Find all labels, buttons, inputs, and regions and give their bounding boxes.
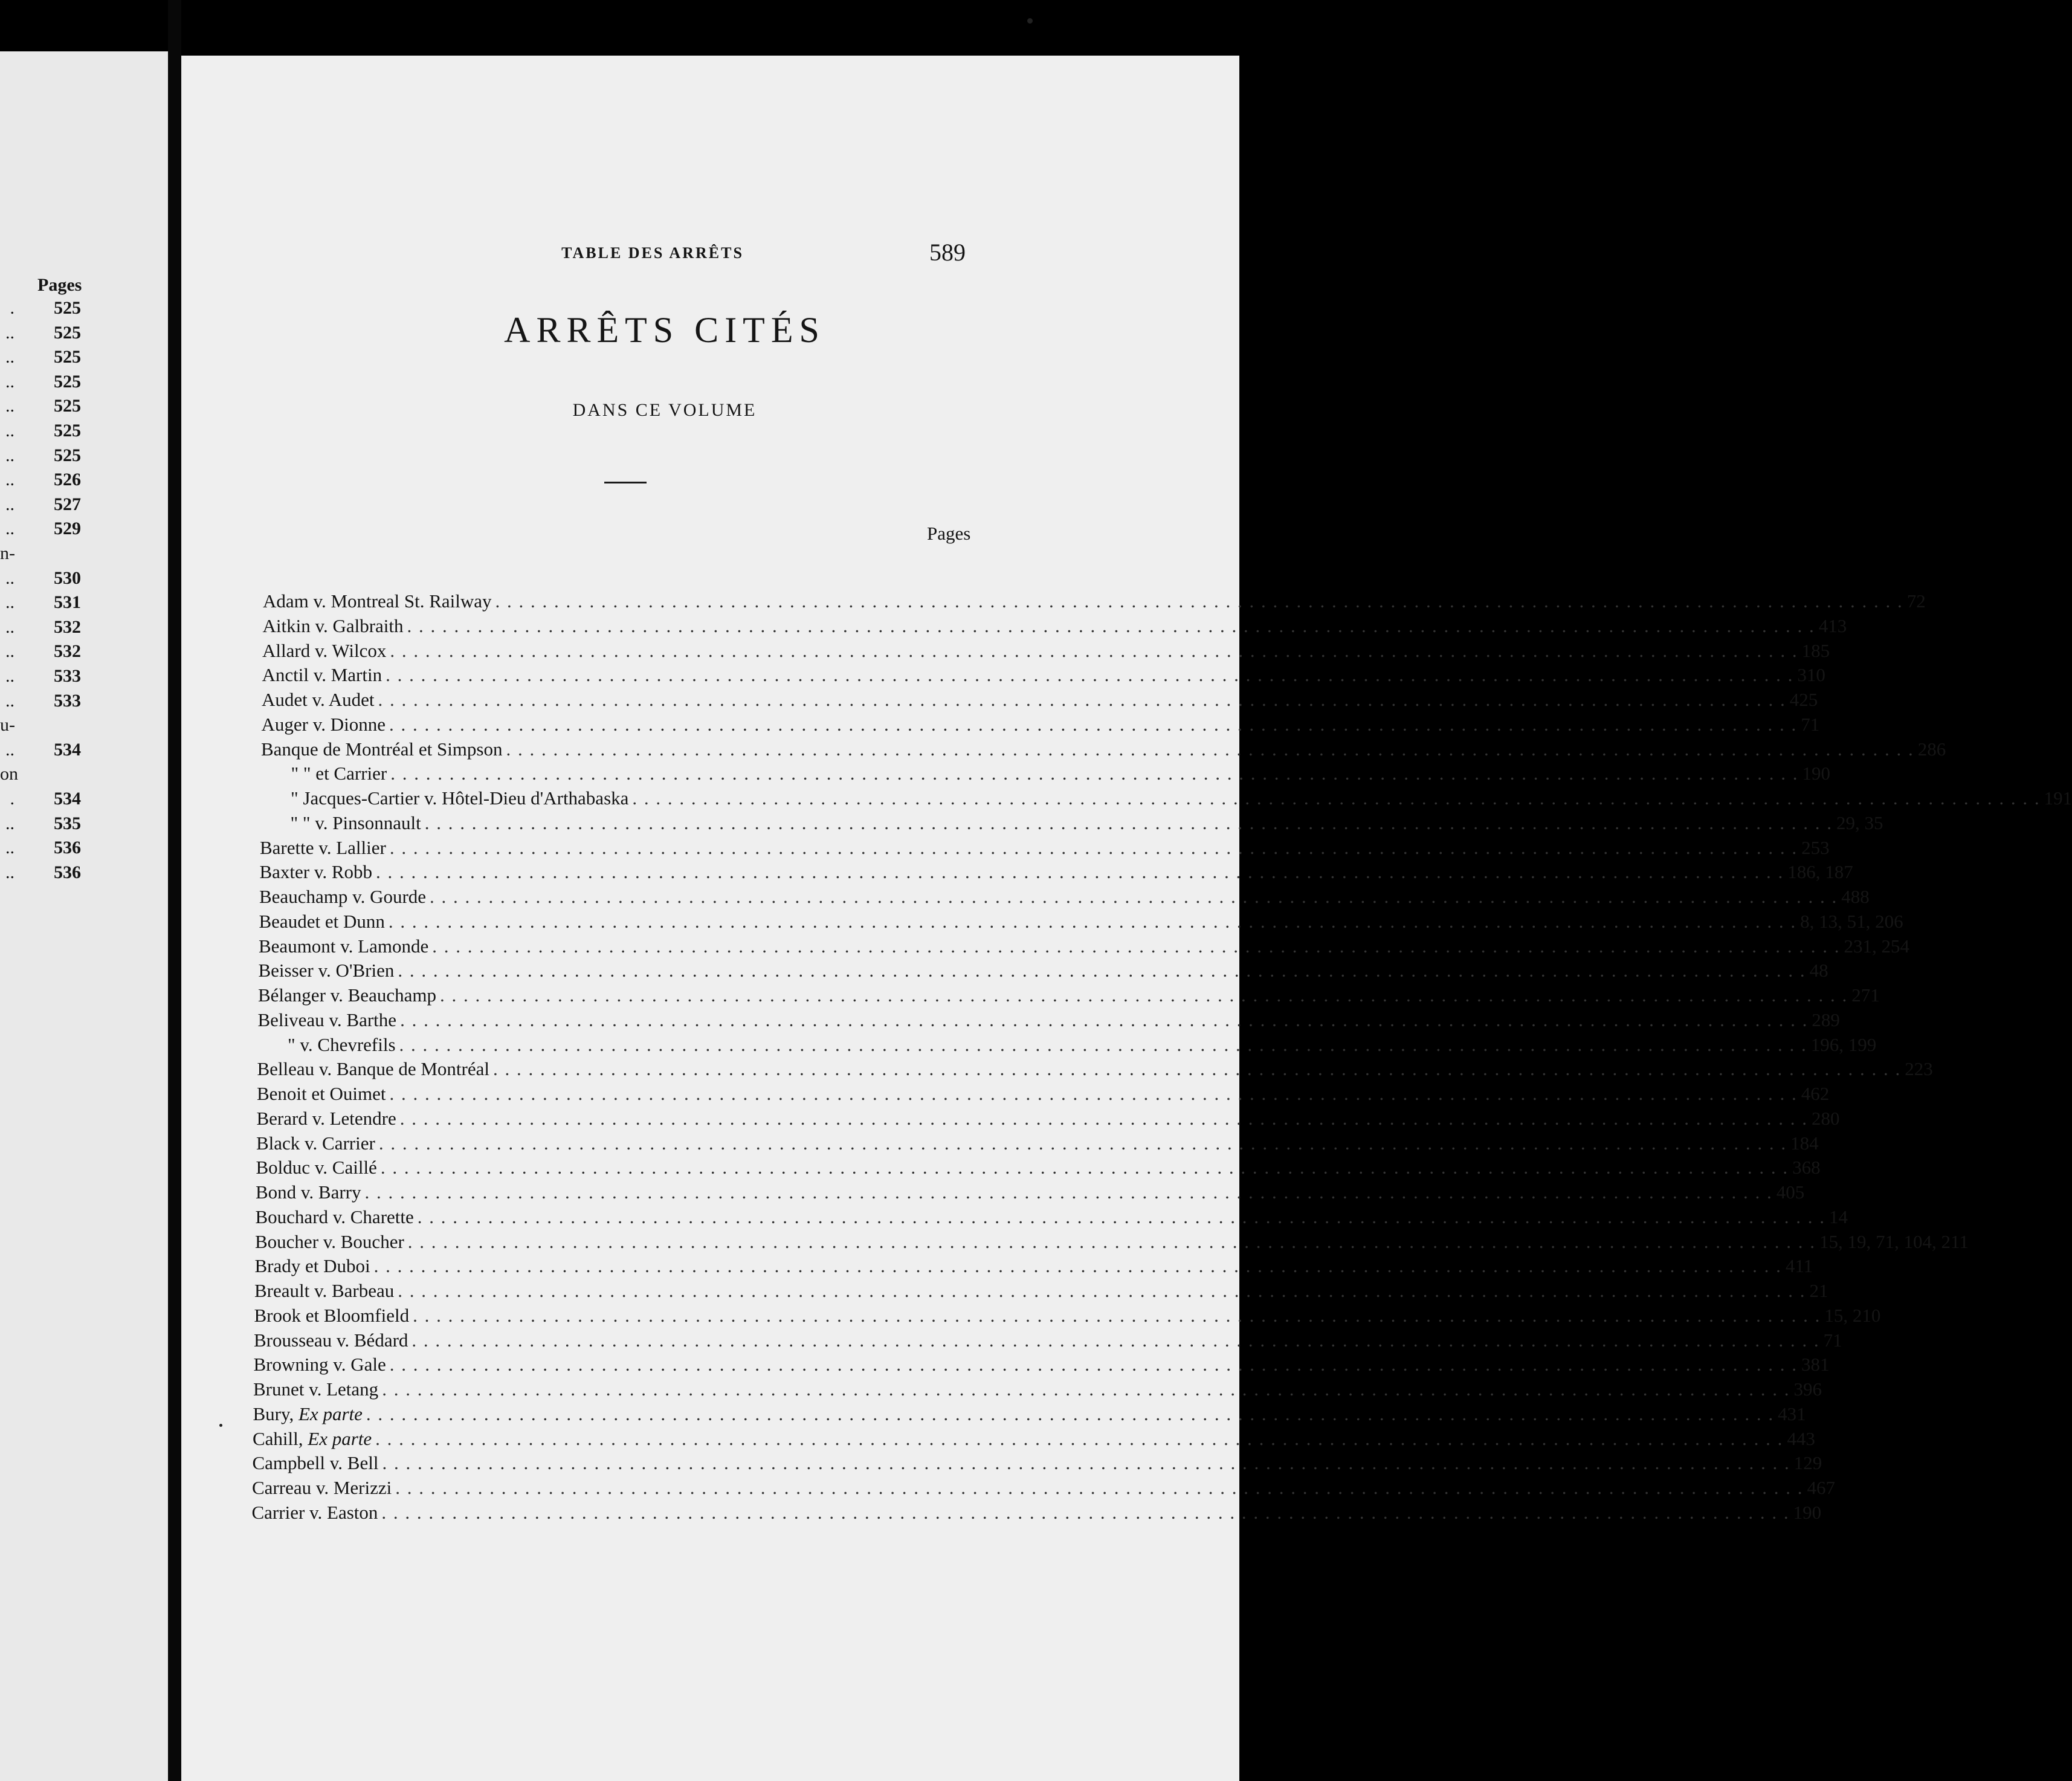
case-name: Brook et Bloomfield — [254, 1304, 410, 1326]
page-title: ARRÊTS CITÉS — [504, 310, 825, 350]
left-row-page: 525 — [54, 396, 81, 416]
left-row-lead: .. — [5, 567, 15, 588]
left-row-page: 533 — [54, 666, 81, 686]
case-name: Brunet v. Letang — [253, 1379, 379, 1400]
left-page-row — [0, 764, 81, 788]
index-entry — [253, 1354, 1830, 1378]
index-entry — [252, 1452, 1822, 1476]
dot-leader: . . . . . . . . . . . . . . . . . . . . . . . . . . . . . . . . . . . . . . . . . . . . . . . . . . . . . . . . . . . . . . . . . . . . . . . . . . . . . . . . . . . . . . . . . . . . . . . . . . . . . . . . . . . . . . . . . . . . . . . . — [378, 1132, 1787, 1154]
left-page-row — [0, 592, 81, 616]
case-name: Beisser v. O'Brien — [258, 960, 395, 981]
left-pages-header: Pages — [37, 275, 82, 295]
left-page-row — [0, 789, 81, 813]
case-pages: 184 — [1790, 1132, 1819, 1154]
left-row-lead: .. — [5, 616, 15, 637]
index-entry — [257, 1009, 1840, 1033]
index-entry — [253, 1427, 1815, 1452]
dot-leader: . . . . . . . . . . . . . . . . . . . . . . . . . . . . . . . . . . . . . . . . . . . . . . . . . . . . . . . . . . . . . . . . . . . . . . . . . . . . . . . . . . . . . . . . . . . . . . . . . . . . . . . . . . . . . . . . . . . . . . . . — [364, 1181, 1773, 1203]
case-pages: 223 — [1905, 1058, 1933, 1080]
dot-leader: . . . . . . . . . . . . . . . . . . . . . . . . . . . . . . . . . . . . . . . . . . . . . . . . . . . . . . . . . . . . . . . . . . . . . . . . . . . . . . . . . . . . . . . . . . . . . . . . . . . . . . . . . . . . . . . . . . . . . . . . — [417, 1206, 1826, 1227]
case-pages: 71 — [1801, 713, 1820, 735]
dot-leader: . . . . . . . . . . . . . . . . . . . . . . . . . . . . . . . . . . . . . . . . . . . . . . . . . . . . . . . . . . . . . . . . . . . . . . . . . . . . . . . . . . . . . . . . . . . . . . . . . . . . . . . . . . . . . . . . . . . . . . . . — [506, 738, 1914, 760]
left-row-lead: .. — [5, 690, 15, 711]
dot-leader: . . . . . . . . . . . . . . . . . . . . . . . . . . . . . . . . . . . . . . . . . . . . . . . . . . . . . . . . . . . . . . . . . . . . . . . . . . . . . . . . . . . . . . . . . . . . . . . . . . . . . . . . . . . . . . . . . . . . . . . . — [388, 910, 1797, 932]
dot-leader: . . . . . . . . . . . . . . . . . . . . . . . . . . . . . . . . . . . . . . . . . . . . . . . . . . . . . . . . . . . . . . . . . . . . . . . . . . . . . . . . . . . . . . . . . . . . . . . . . . . . . . . . . . . . . . . . . . . . . . . . — [407, 615, 1815, 636]
case-name: Bolduc v. Caillé — [256, 1157, 377, 1178]
left-row-page: 525 — [54, 347, 81, 367]
left-row-lead: . — [10, 789, 15, 809]
dot-leader: . . . . . . . . . . . . . . . . . . . . . . . . . . . . . . . . . . . . . . . . . . . . . . . . . . . . . . . . . . . . . . . . . . . . . . . . . . . . . . . . . . . . . . . . . . . . . . . . . . . . . . . . . . . . . . . . . . . . . . . . — [413, 1304, 1821, 1326]
dot-leader: . . . . . . . . . . . . . . . . . . . . . . . . . . . . . . . . . . . . . . . . . . . . . . . . . . . . . . . . . . . . . . . . . . . . . . . . . . . . . . . . . . . . . . . . . . . . . . . . . . . . . . . . . . . . . . . . . . . . . . . . — [376, 861, 1784, 883]
left-page-row — [0, 347, 81, 371]
case-pages: 48 — [1809, 960, 1828, 981]
left-page-row — [0, 715, 81, 739]
dot-leader: . . . . . . . . . . . . . . . . . . . . . . . . . . . . . . . . . . . . . . . . . . . . . . . . . . . . . . . . . . . . . . . . . . . . . . . . . . . . . . . . . . . . . . . . . . . . . . . . . . . . . . . . . . . . . . . . . . . . . . . . — [430, 886, 1838, 907]
index-entry — [257, 1083, 1830, 1107]
case-pages: 196, 199 — [1810, 1033, 1877, 1055]
case-pages: 271 — [1851, 984, 1880, 1006]
left-row-page: 525 — [54, 371, 81, 392]
left-row-lead: n- — [0, 543, 15, 563]
dot-leader: . . . . . . . . . . . . . . . . . . . . . . . . . . . . . . . . . . . . . . . . . . . . . . . . . . . . . . . . . . . . . . . . . . . . . . . . . . . . . . . . . . . . . . . . . . . . . . . . . . . . . . . . . . . . . . . . . . . . . . . . — [375, 1427, 1784, 1449]
case-pages: 413 — [1818, 615, 1847, 636]
dot-leader: . . . . . . . . . . . . . . . . . . . . . . . . . . . . . . . . . . . . . . . . . . . . . . . . . . . . . . . . . . . . . . . . . . . . . . . . . . . . . . . . . . . . . . . . . . . . . . . . . . . . . . . . . . . . . . . . . . . . . . . . — [399, 1033, 1807, 1055]
left-page-row — [0, 421, 81, 445]
left-page-row — [0, 470, 81, 494]
left-row-page: 526 — [54, 470, 81, 490]
left-page-row — [0, 740, 81, 764]
case-pages: 190 — [1802, 763, 1830, 784]
left-row-lead: .. — [5, 813, 15, 833]
dot-leader: . . . . . . . . . . . . . . . . . . . . . . . . . . . . . . . . . . . . . . . . . . . . . . . . . . . . . . . . . . . . . . . . . . . . . . . . . . . . . . . . . . . . . . . . . . . . . . . . . . . . . . . . . . . . . . . . . . . . . . . . — [373, 1255, 1782, 1277]
index-entry — [256, 1107, 1840, 1132]
case-name: Beaumont v. Lamonde — [259, 935, 429, 957]
index-entry — [261, 738, 1946, 763]
left-page-row — [0, 445, 81, 470]
left-page-row — [0, 838, 81, 862]
left-row-page: 527 — [54, 494, 81, 514]
case-pages: 29, 35 — [1836, 812, 1883, 833]
dot-leader: . . . . . . . . . . . . . . . . . . . . . . . . . . . . . . . . . . . . . . . . . . . . . . . . . . . . . . . . . . . . . . . . . . . . . . . . . . . . . . . . . . . . . . . . . . . . . . . . . . . . . . . . . . . . . . . . . . . . . . . . — [378, 689, 1786, 710]
dot-leader: . . . . . . . . . . . . . . . . . . . . . . . . . . . . . . . . . . . . . . . . . . . . . . . . . . . . . . . . . . . . . . . . . . . . . . . . . . . . . . . . . . . . . . . . . . . . . . . . . . . . . . . . . . . . . . . . . . . . . . . . — [399, 1107, 1808, 1129]
left-row-lead: .. — [5, 445, 15, 465]
case-pages: 186, 187 — [1787, 861, 1853, 883]
case-pages: 21 — [1809, 1280, 1828, 1301]
case-name: Bouchard v. Charette — [255, 1206, 414, 1227]
left-page-row — [0, 862, 81, 887]
left-page-fragment — [0, 51, 168, 1781]
left-row-lead: .. — [5, 470, 15, 490]
case-name: Auger v. Dionne — [261, 713, 386, 735]
index-entry — [291, 787, 2072, 812]
index-entry — [254, 1255, 1813, 1279]
case-pages: 396 — [1793, 1379, 1822, 1400]
dot-leader: . . . . . . . . . . . . . . . . . . . . . . . . . . . . . . . . . . . . . . . . . . . . . . . . . . . . . . . . . . . . . . . . . . . . . . . . . . . . . . . . . . . . . . . . . . . . . . . . . . . . . . . . . . . . . . . . . . . . . . . . — [390, 639, 1798, 661]
dot-leader: . . . . . . . . . . . . . . . . . . . . . . . . . . . . . . . . . . . . . . . . . . . . . . . . . . . . . . . . . . . . . . . . . . . . . . . . . . . . . . . . . . . . . . . . . . . . . . . . . . . . . . . . . . . . . . . . . . . . . . . . — [390, 763, 1799, 784]
case-pages: 72 — [1906, 590, 1926, 612]
case-pages: 253 — [1801, 836, 1830, 858]
case-name: Barette v. Lallier — [260, 836, 386, 858]
left-row-page: 525 — [54, 298, 81, 318]
case-pages: 14 — [1829, 1206, 1848, 1227]
case-name: Berard v. Letendre — [256, 1107, 396, 1129]
left-page-row — [0, 519, 81, 543]
index-entry — [253, 1379, 1822, 1403]
left-page-row — [0, 396, 81, 420]
case-name: Carreau v. Merizzi — [252, 1477, 392, 1498]
left-page-row — [0, 323, 81, 347]
case-pages: 368 — [1792, 1157, 1821, 1178]
index-entry — [255, 1206, 1848, 1230]
scan-speck — [1027, 18, 1033, 24]
index-entry — [258, 984, 1880, 1009]
index-entry — [256, 1157, 1821, 1181]
case-pages: 467 — [1807, 1477, 1835, 1498]
dot-leader: . . . . . . . . . . . . . . . . . . . . . . . . . . . . . . . . . . . . . . . . . . . . . . . . . . . . . . . . . . . . . . . . . . . . . . . . . . . . . . . . . . . . . . . . . . . . . . . . . . . . . . . . . . . . . . . . . . . . . . . . — [381, 1501, 1790, 1523]
left-page-row — [0, 813, 81, 838]
case-name: Browning v. Gale — [253, 1354, 386, 1375]
case-pages: 185 — [1801, 639, 1830, 661]
index-entry — [288, 1033, 1877, 1058]
index-entry — [251, 1501, 1822, 1526]
left-row-lead: .. — [5, 666, 15, 686]
left-page-row — [0, 641, 81, 665]
left-page-row — [0, 372, 81, 396]
left-row-page: 533 — [54, 690, 81, 711]
case-name: Boucher v. Boucher — [255, 1230, 404, 1252]
left-row-lead: .. — [5, 838, 15, 858]
dot-leader: . . . . . . . . . . . . . . . . . . . . . . . . . . . . . . . . . . . . . . . . . . . . . . . . . . . . . . . . . . . . . . . . . . . . . . . . . . . . . . . . . . . . . . . . . . . . . . . . . . . . . . . . . . . . . . . . . . . . . . . . — [389, 713, 1798, 735]
case-name: Anctil v. Martin — [262, 664, 382, 686]
case-pages: 71 — [1823, 1329, 1842, 1351]
dot-leader: . . . . . . . . . . . . . . . . . . . . . . . . . . . . . . . . . . . . . . . . . . . . . . . . . . . . . . . . . . . . . . . . . . . . . . . . . . . . . . . . . . . . . . . . . . . . . . . . . . . . . . . . . . . . . . . . . . . . . . . . — [382, 1379, 1790, 1400]
left-row-page: 536 — [54, 838, 81, 858]
case-name: Campbell v. Bell — [252, 1452, 379, 1474]
index-entry — [262, 615, 1847, 639]
left-page-row — [0, 617, 81, 641]
left-page-row — [0, 543, 81, 567]
case-name: Baxter v. Robb — [259, 861, 373, 883]
case-name: Aitkin v. Galbraith — [262, 615, 404, 636]
case-name: " " et Carrier — [291, 763, 387, 784]
index-entry — [256, 1181, 1805, 1206]
case-name: Carrier v. Easton — [251, 1501, 378, 1523]
left-row-lead: . — [10, 298, 15, 318]
left-page-row — [0, 494, 81, 519]
left-row-page: 525 — [54, 445, 81, 465]
case-name: Benoit et Ouimet — [257, 1083, 386, 1104]
dot-leader: . . . . . . . . . . . . . . . . . . . . . . . . . . . . . . . . . . . . . . . . . . . . . . . . . . . . . . . . . . . . . . . . . . . . . . . . . . . . . . . . . . . . . . . . . . . . . . . . . . . . . . . . . . . . . . . . . . . . . . . . — [400, 1009, 1809, 1030]
left-page-row — [0, 666, 81, 690]
index-entry — [252, 1477, 1835, 1501]
case-pages: 231, 254 — [1844, 935, 1909, 957]
case-pages: 15, 19, 71, 104, 211 — [1819, 1230, 1969, 1252]
case-name: Brady et Duboi — [254, 1255, 370, 1277]
left-row-page: 535 — [54, 813, 81, 833]
dot-leader: . . . . . . . . . . . . . . . . . . . . . . . . . . . . . . . . . . . . . . . . . . . . . . . . . . . . . . . . . . . . . . . . . . . . . . . . . . . . . . . . . . . . . . . . . . . . . . . . . . . . . . . . . . . . . . . . . . . . . . . . — [432, 935, 1841, 957]
index-entry — [257, 1058, 1933, 1082]
dot-leader: . . . . . . . . . . . . . . . . . . . . . . . . . . . . . . . . . . . . . . . . . . . . . . . . . . . . . . . . . . . . . . . . . . . . . . . . . . . . . . . . . . . . . . . . . . . . . . . . . . . . . . . . . . . . . . . . . . . . . . . . — [398, 960, 1806, 981]
case-pages: 190 — [1793, 1501, 1822, 1523]
case-name: " v. Chevrefils — [288, 1033, 396, 1055]
case-pages: 425 — [1789, 689, 1818, 710]
case-pages: 431 — [1778, 1403, 1806, 1424]
left-row-page: 534 — [54, 789, 81, 809]
index-entry — [254, 1329, 1842, 1354]
case-pages: 286 — [1917, 738, 1946, 760]
dot-leader: . . . . . . . . . . . . . . . . . . . . . . . . . . . . . . . . . . . . . . . . . . . . . . . . . . . . . . . . . . . . . . . . . . . . . . . . . . . . . . . . . . . . . . . . . . . . . . . . . . . . . . . . . . . . . . . . . . . . . . . . — [380, 1157, 1789, 1178]
case-name: Bury, Ex parte — [253, 1403, 363, 1424]
case-name: Brousseau v. Bédard — [254, 1329, 408, 1351]
running-head: TABLE DES ARRÊTS — [561, 244, 744, 262]
case-name: Cahill, Ex parte — [253, 1427, 372, 1449]
dot-leader: . . . . . . . . . . . . . . . . . . . . . . . . . . . . . . . . . . . . . . . . . . . . . . . . . . . . . . . . . . . . . . . . . . . . . . . . . . . . . . . . . . . . . . . . . . . . . . . . . . . . . . . . . . . . . . . . . . . . . . . . — [439, 984, 1848, 1006]
index-entry — [291, 763, 1830, 787]
left-row-lead: .. — [5, 739, 15, 760]
left-row-lead: .. — [5, 421, 15, 441]
dot-leader: . . . . . . . . . . . . . . . . . . . . . . . . . . . . . . . . . . . . . . . . . . . . . . . . . . . . . . . . . . . . . . . . . . . . . . . . . . . . . . . . . . . . . . . . . . . . . . . . . . . . . . . . . . . . . . . . . . . . . . . . — [495, 590, 1903, 612]
left-page-row — [0, 691, 81, 715]
case-pages: 289 — [1812, 1009, 1840, 1030]
right-page — [181, 56, 2072, 1781]
case-pages: 15, 210 — [1824, 1304, 1881, 1326]
case-pages: 310 — [1797, 664, 1825, 686]
case-name: Beaudet et Dunn — [259, 910, 385, 932]
index-entry — [261, 713, 1820, 738]
left-row-page: 530 — [54, 567, 81, 588]
case-name: Black v. Carrier — [256, 1132, 375, 1154]
index-entry — [263, 590, 1926, 615]
index-entry — [258, 960, 1828, 984]
dot-leader: . . . . . . . . . . . . . . . . . . . . . . . . . . . . . . . . . . . . . . . . . . . . . . . . . . . . . . . . . . . . . . . . . . . . . . . . . . . . . . . . . . . . . . . . . . . . . . . . . . . . . . . . . . . . . . . . . . . . . . . . — [398, 1280, 1806, 1301]
case-pages: 405 — [1776, 1181, 1805, 1203]
left-row-lead: .. — [5, 592, 15, 613]
case-name: Belleau v. Banque de Montréal — [257, 1058, 490, 1080]
left-row-page: 525 — [54, 421, 81, 441]
case-pages: 129 — [1793, 1452, 1822, 1474]
case-name: Adam v. Montreal St. Railway — [263, 590, 492, 612]
scan-speck — [219, 1424, 222, 1427]
case-name: " Jacques-Cartier v. Hôtel-Dieu d'Arthabaska — [291, 787, 629, 809]
index-entry — [259, 935, 1909, 960]
dot-leader: . . . . . . . . . . . . . . . . . . . . . . . . . . . . . . . . . . . . . . . . . . . . . . . . . . . . . . . . . . . . . . . . . . . . . . . . . . . . . . . . . . . . . . . . . . . . . . . . . . . . . . . . . . . . . . . . . . . . . . . . — [382, 1452, 1790, 1474]
dot-leader: . . . . . . . . . . . . . . . . . . . . . . . . . . . . . . . . . . . . . . . . . . . . . . . . . . . . . . . . . . . . . . . . . . . . . . . . . . . . . . . . . . . . . . . . . . . . . . . . . . . . . . . . . . . . . . . . . . . . . . . . — [389, 1083, 1798, 1104]
book-gutter — [168, 0, 181, 1781]
left-row-page: 531 — [54, 592, 81, 613]
left-row-page: 525 — [54, 322, 81, 343]
dot-leader: . . . . . . . . . . . . . . . . . . . . . . . . . . . . . . . . . . . . . . . . . . . . . . . . . . . . . . . . . . . . . . . . . . . . . . . . . . . . . . . . . . . . . . . . . . . . . . . . . . . . . . . . . . . . . . . . . . . . . . . . — [407, 1230, 1816, 1252]
case-name: Allard v. Wilcox — [262, 639, 387, 661]
left-row-lead: .. — [5, 371, 15, 392]
dot-leader: . . . . . . . . . . . . . . . . . . . . . . . . . . . . . . . . . . . . . . . . . . . . . . . . . . . . . . . . . . . . . . . . . . . . . . . . . . . . . . . . . . . . . . . . . . . . . . . . . . . . . . . . . . . . . . . . . . . . . . . . — [366, 1403, 1775, 1424]
index-entry — [253, 1403, 1806, 1427]
pages-column-header: Pages — [927, 523, 971, 544]
dot-leader: . . . . . . . . . . . . . . . . . . . . . . . . . . . . . . . . . . . . . . . . . . . . . . . . . . . . . . . . . . . . . . . . . . . . . . . . . . . . . . . . . . . . . . . . . . . . . . . . . . . . . . . . . . . . . . . . . . . . . . . . — [493, 1058, 1902, 1080]
case-pages: 488 — [1841, 886, 1870, 907]
case-name: Bélanger v. Beauchamp — [258, 984, 436, 1006]
dot-leader: . . . . . . . . . . . . . . . . . . . . . . . . . . . . . . . . . . . . . . . . . . . . . . . . . . . . . . . . . . . . . . . . . . . . . . . . . . . . . . . . . . . . . . . . . . . . . . . . . . . . . . . . . . . . . . . . . . . . . . . . — [389, 1354, 1798, 1375]
index-entry — [262, 689, 1818, 713]
page-subtitle: DANS CE VOLUME — [572, 400, 757, 420]
index-entry — [254, 1280, 1828, 1304]
case-name: Banque de Montréal et Simpson — [261, 738, 503, 760]
left-row-page: 532 — [54, 641, 81, 662]
case-pages: 443 — [1787, 1427, 1815, 1449]
dot-leader: . . . . . . . . . . . . . . . . . . . . . . . . . . . . . . . . . . . . . . . . . . . . . . . . . . . . . . . . . . . . . . . . . . . . . . . . . . . . . . . . . . . . . . . . . . . . . . . . . . . . . . . . . . . . . . . . . . . . . . . . — [411, 1329, 1820, 1351]
left-row-lead: .. — [5, 396, 15, 416]
dot-leader: . . . . . . . . . . . . . . . . . . . . . . . . . . . . . . . . . . . . . . . . . . . . . . . . . . . . . . . . . . . . . . . . . . . . . . . . . . . . . . . . . . . . . . . . . . . . . . . . . . . . . . . . . . . . . . . . . . . . . . . . — [386, 664, 1794, 686]
index-entry — [260, 836, 1830, 861]
title-rule — [604, 482, 647, 483]
left-row-lead: u- — [0, 715, 15, 735]
dot-leader: . . . . . . . . . . . . . . . . . . . . . . . . . . . . . . . . . . . . . . . . . . . . . . . . . . . . . . . . . . . . . . . . . . . . . . . . . . . . . . . . . . . . . . . . . . . . . . . . . . . . . . . . . . . . . . . . . . . . . . . . — [632, 787, 2041, 809]
case-name: Beliveau v. Barthe — [257, 1009, 397, 1030]
left-row-lead: .. — [5, 519, 15, 539]
case-pages: 191 — [2044, 787, 2072, 809]
left-page-row — [0, 568, 81, 592]
left-page-row — [0, 298, 81, 322]
index-entry — [254, 1304, 1881, 1329]
left-row-page: 532 — [54, 616, 81, 637]
case-pages: 411 — [1785, 1255, 1813, 1277]
left-row-lead: .. — [5, 347, 15, 367]
index-entry — [290, 812, 1883, 836]
dot-leader: . . . . . . . . . . . . . . . . . . . . . . . . . . . . . . . . . . . . . . . . . . . . . . . . . . . . . . . . . . . . . . . . . . . . . . . . . . . . . . . . . . . . . . . . . . . . . . . . . . . . . . . . . . . . . . . . . . . . . . . . — [395, 1477, 1804, 1498]
index-entry — [259, 910, 1903, 935]
index-entry — [259, 886, 1870, 910]
case-pages: 280 — [1811, 1107, 1840, 1129]
left-row-lead: .. — [5, 862, 15, 882]
left-row-lead: .. — [5, 494, 15, 514]
dot-leader: . . . . . . . . . . . . . . . . . . . . . . . . . . . . . . . . . . . . . . . . . . . . . . . . . . . . . . . . . . . . . . . . . . . . . . . . . . . . . . . . . . . . . . . . . . . . . . . . . . . . . . . . . . . . . . . . . . . . . . . . — [424, 812, 1833, 833]
case-pages: 381 — [1801, 1354, 1830, 1375]
dot-leader: . . . . . . . . . . . . . . . . . . . . . . . . . . . . . . . . . . . . . . . . . . . . . . . . . . . . . . . . . . . . . . . . . . . . . . . . . . . . . . . . . . . . . . . . . . . . . . . . . . . . . . . . . . . . . . . . . . . . . . . . — [389, 836, 1798, 858]
left-row-lead: .. — [5, 641, 15, 662]
left-row-page: 529 — [54, 519, 81, 539]
index-entry — [262, 664, 1825, 688]
case-pages: 462 — [1801, 1083, 1830, 1104]
case-name: Breault v. Barbeau — [254, 1280, 395, 1301]
left-row-page: 536 — [54, 862, 81, 882]
case-name: Beauchamp v. Gourde — [259, 886, 427, 907]
left-row-lead: on — [0, 764, 18, 784]
case-name: " " v. Pinsonnault — [290, 812, 421, 833]
case-name: Audet v. Audet — [262, 689, 375, 710]
case-name: Bond v. Barry — [256, 1181, 361, 1203]
left-row-page: 534 — [54, 739, 81, 760]
page-number: 589 — [929, 239, 966, 266]
index-entry — [256, 1132, 1819, 1157]
left-row-lead: .. — [5, 322, 15, 343]
index-entry — [259, 861, 1853, 885]
case-pages: 8, 13, 51, 206 — [1800, 910, 1903, 932]
index-entry — [262, 639, 1830, 664]
index-entry — [255, 1230, 1969, 1255]
